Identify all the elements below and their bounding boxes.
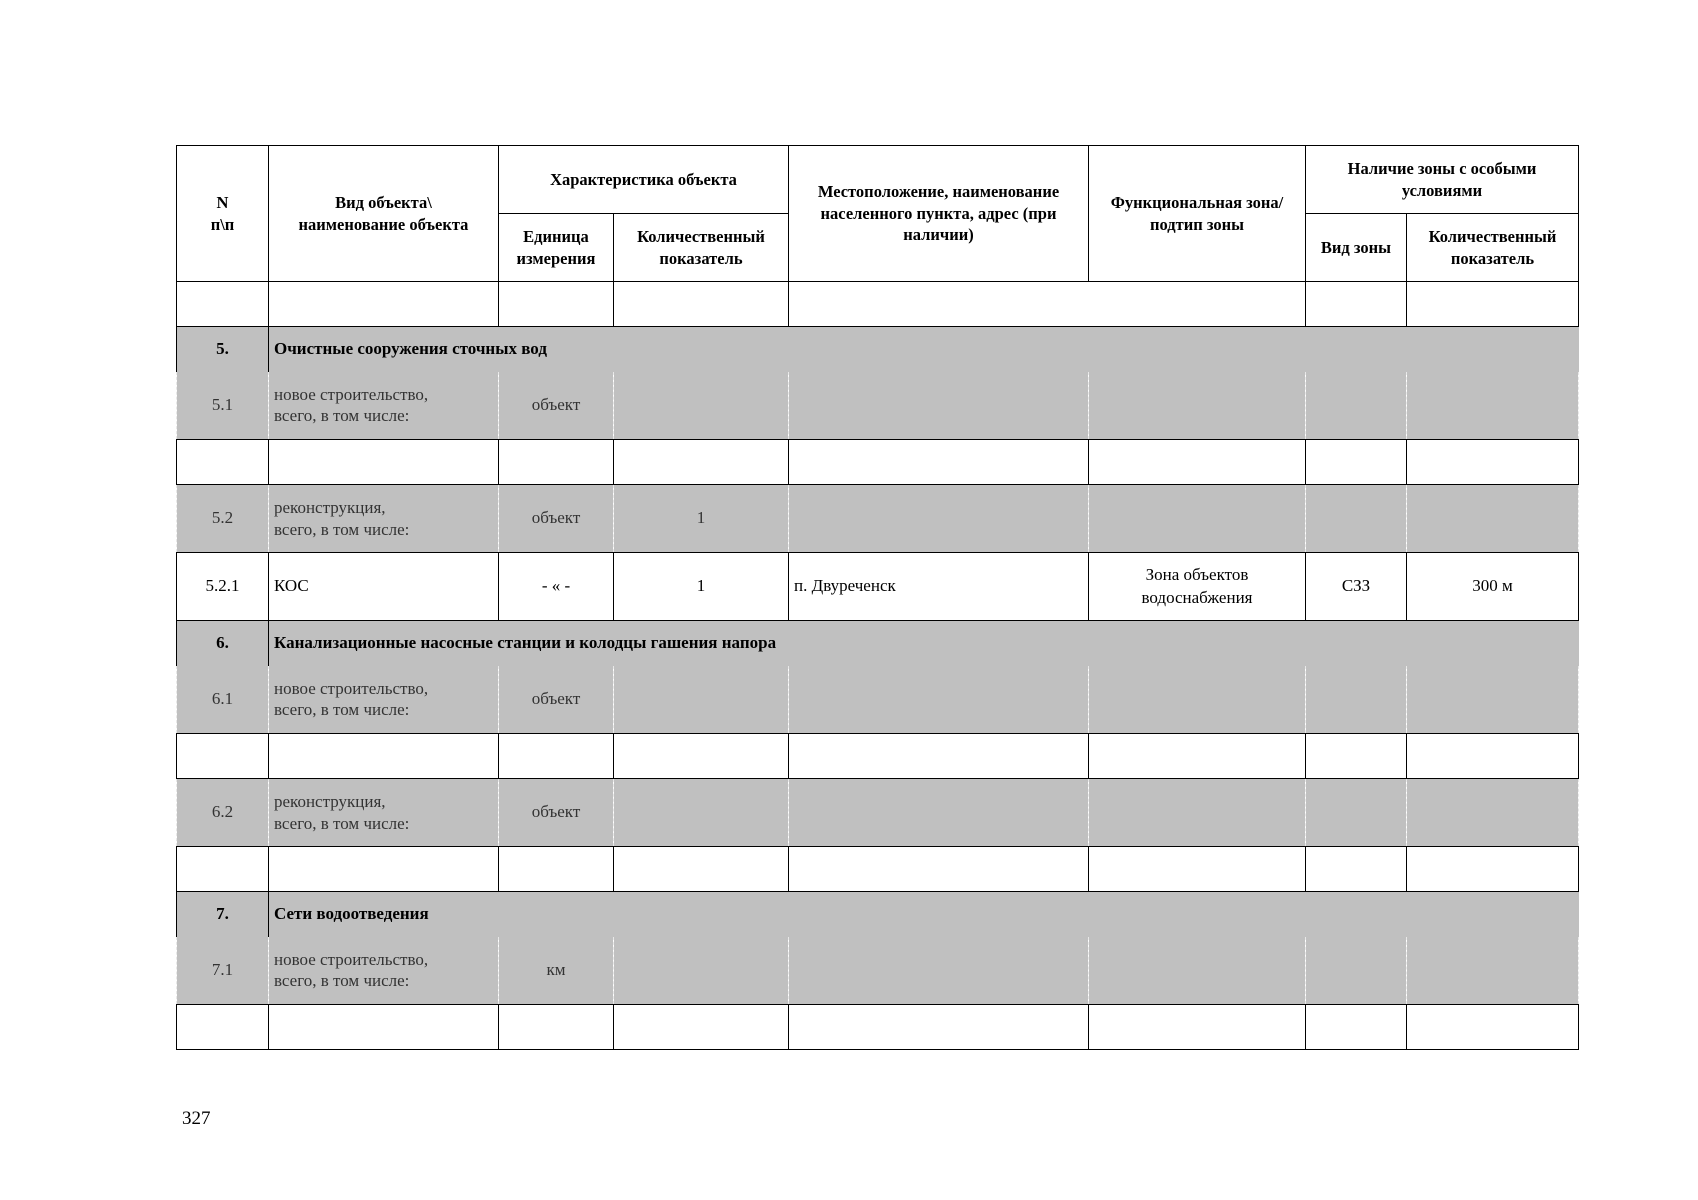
row-name: новое строительство, всего, в том числе: xyxy=(269,666,499,734)
row-zone xyxy=(1089,779,1306,847)
row-name: новое строительство, всего, в том числе: xyxy=(269,937,499,1005)
blank-cell xyxy=(177,847,269,892)
header-name: Вид объекта\ наименование объекта xyxy=(269,146,499,282)
blank-cell xyxy=(269,282,499,327)
blank-cell xyxy=(499,282,614,327)
section-number: 5. xyxy=(177,327,269,372)
blank-cell xyxy=(1089,734,1306,779)
row-quantity xyxy=(614,779,789,847)
blank-cell xyxy=(1089,847,1306,892)
blank-cell xyxy=(499,734,614,779)
table-row xyxy=(177,372,1579,440)
table-row xyxy=(177,553,1579,621)
header-location: Местоположение, наименование населенного пункта, адрес (при наличии) xyxy=(789,146,1089,282)
row-number: 5.1 xyxy=(177,372,269,440)
header-zone-quantity: Количественный показатель xyxy=(1407,214,1579,282)
section-title: Канализационные насосные станции и колодцы гашения напора xyxy=(269,621,1579,666)
blank-cell xyxy=(269,440,499,485)
blank-cell xyxy=(789,282,1306,327)
blank-cell xyxy=(269,847,499,892)
table-row xyxy=(177,327,1579,372)
blank-cell xyxy=(1306,847,1407,892)
header-zone: Функциональная зона/ подтип зоны xyxy=(1089,146,1306,282)
blank-cell xyxy=(177,440,269,485)
row-quantity xyxy=(614,372,789,440)
row-zone-type xyxy=(1306,937,1407,1005)
row-location xyxy=(789,937,1089,1005)
blank-cell xyxy=(1407,282,1579,327)
header-characteristic: Характеристика объекта xyxy=(499,146,789,214)
row-name: реконструкция, всего, в том числе: xyxy=(269,779,499,847)
row-zone-quantity xyxy=(1407,372,1579,440)
row-zone-quantity: 300 м xyxy=(1407,553,1579,621)
table-row xyxy=(177,892,1579,937)
header-special-zone: Наличие зоны с особыми условиями xyxy=(1306,146,1579,214)
row-zone-quantity xyxy=(1407,937,1579,1005)
blank-cell xyxy=(789,440,1089,485)
row-quantity xyxy=(614,937,789,1005)
row-location xyxy=(789,485,1089,553)
blank-cell xyxy=(1407,847,1579,892)
row-unit: объект xyxy=(499,666,614,734)
blank-cell xyxy=(269,1005,499,1050)
header-unit: Единица измерения xyxy=(499,214,614,282)
blank-cell xyxy=(614,734,789,779)
row-number: 6.1 xyxy=(177,666,269,734)
row-zone xyxy=(1089,485,1306,553)
section-title: Очистные сооружения сточных вод xyxy=(269,327,1579,372)
header-quantity: Количественный показатель xyxy=(614,214,789,282)
blank-cell xyxy=(614,440,789,485)
blank-cell xyxy=(499,440,614,485)
blank-cell xyxy=(789,847,1089,892)
row-zone-quantity xyxy=(1407,779,1579,847)
row-number: 6.2 xyxy=(177,779,269,847)
row-zone-quantity xyxy=(1407,485,1579,553)
blank-cell xyxy=(1306,282,1407,327)
row-number: 7.1 xyxy=(177,937,269,1005)
row-name: реконструкция, всего, в том числе: xyxy=(269,485,499,553)
row-unit: объект xyxy=(499,779,614,847)
row-zone xyxy=(1089,372,1306,440)
table-row xyxy=(177,734,1579,779)
row-zone-type xyxy=(1306,666,1407,734)
blank-cell xyxy=(1306,440,1407,485)
row-zone-quantity xyxy=(1407,666,1579,734)
row-location xyxy=(789,666,1089,734)
row-unit: км xyxy=(499,937,614,1005)
row-number: 5.2 xyxy=(177,485,269,553)
blank-cell xyxy=(499,847,614,892)
row-quantity: 1 xyxy=(614,553,789,621)
blank-cell xyxy=(789,734,1089,779)
row-location xyxy=(789,779,1089,847)
row-unit: объект xyxy=(499,485,614,553)
table-row xyxy=(177,666,1579,734)
row-zone xyxy=(1089,937,1306,1005)
blank-cell xyxy=(177,1005,269,1050)
blank-cell xyxy=(269,734,499,779)
blank-cell xyxy=(614,847,789,892)
table-row xyxy=(177,847,1579,892)
header-num: N п\п xyxy=(177,146,269,282)
header-zone-type: Вид зоны xyxy=(1306,214,1407,282)
row-quantity xyxy=(614,666,789,734)
blank-cell xyxy=(614,1005,789,1050)
blank-cell xyxy=(1407,440,1579,485)
table-row xyxy=(177,1005,1579,1050)
blank-cell xyxy=(1306,734,1407,779)
row-location: п. Двуреченск xyxy=(789,553,1089,621)
objects-table xyxy=(176,145,1579,1050)
row-name: новое строительство, всего, в том числе: xyxy=(269,372,499,440)
row-zone-type xyxy=(1306,485,1407,553)
blank-cell xyxy=(499,1005,614,1050)
row-quantity: 1 xyxy=(614,485,789,553)
table-row xyxy=(177,621,1579,666)
page-number: 327 xyxy=(182,1108,211,1129)
table-row xyxy=(177,440,1579,485)
blank-cell xyxy=(789,1005,1089,1050)
row-location xyxy=(789,372,1089,440)
blank-cell xyxy=(1407,1005,1579,1050)
row-zone xyxy=(1089,666,1306,734)
row-zone: Зона объектов водоснабжения xyxy=(1089,553,1306,621)
blank-cell xyxy=(1306,1005,1407,1050)
row-zone-type xyxy=(1306,372,1407,440)
blank-cell xyxy=(177,734,269,779)
table-row xyxy=(177,779,1579,847)
blank-cell xyxy=(614,282,789,327)
row-number: 5.2.1 xyxy=(177,553,269,621)
row-unit: - « - xyxy=(499,553,614,621)
table-row xyxy=(177,282,1579,327)
row-unit: объект xyxy=(499,372,614,440)
table-body xyxy=(177,282,1579,1050)
blank-cell xyxy=(1089,440,1306,485)
section-number: 6. xyxy=(177,621,269,666)
blank-cell xyxy=(1407,734,1579,779)
row-zone-type: СЗЗ xyxy=(1306,553,1407,621)
section-title: Сети водоотведения xyxy=(269,892,1579,937)
table-row xyxy=(177,485,1579,553)
table-row xyxy=(177,937,1579,1005)
blank-cell xyxy=(1089,1005,1306,1050)
blank-cell xyxy=(177,282,269,327)
row-zone-type xyxy=(1306,779,1407,847)
row-name: КОС xyxy=(269,553,499,621)
section-number: 7. xyxy=(177,892,269,937)
